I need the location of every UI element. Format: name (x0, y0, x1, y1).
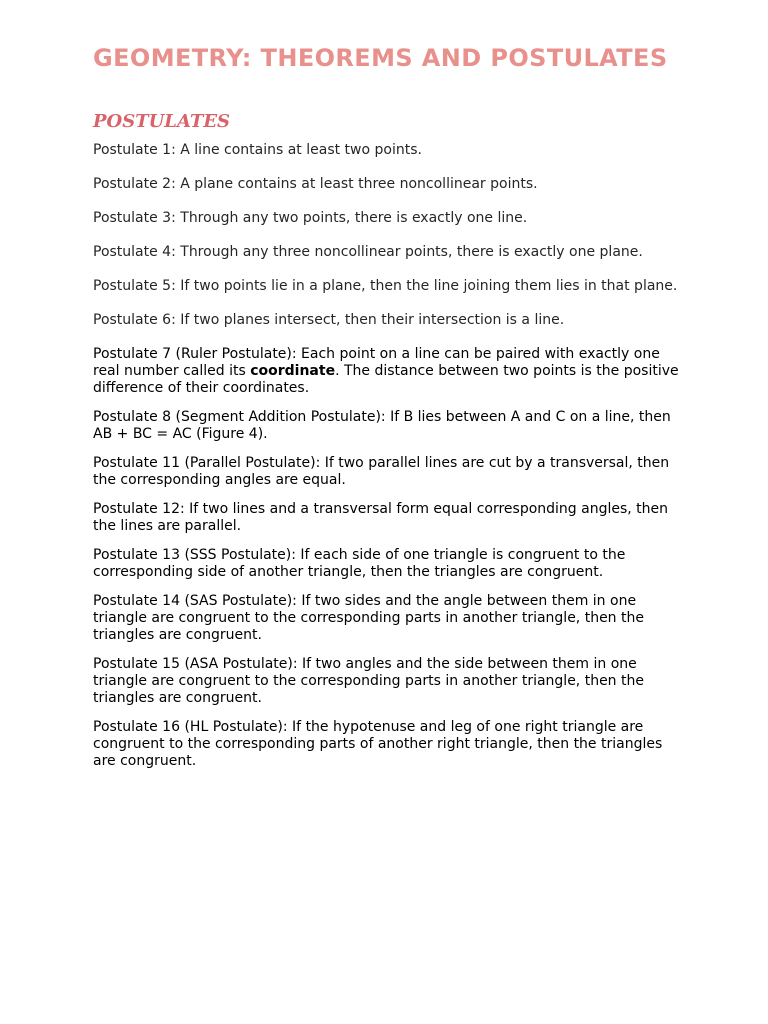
postulate-11: Postulate 11 (Parallel Postulate): If two parallel lines are cut by a transversal, then the corresponding angles are equal. (93, 455, 670, 488)
document-title: GEOMETRY: THEOREMS AND POSTULATES (93, 44, 668, 72)
postulate-5: Postulate 5: If two points lie in a plane, then the line joining them lies in that plane. (93, 278, 678, 294)
postulates-list-b (93, 346, 683, 770)
postulate-14: Postulate 14 (SAS Postulate): If two sides and the angle between them in one triangle are congruent to the corresponding parts in another triangle, then the triangles are congruent. (93, 593, 644, 643)
postulate-3: Postulate 3: Through any two points, there is exactly one line. (93, 210, 528, 226)
postulate-15: Postulate 15 (ASA Postulate): If two angles and the side between them in one triangle are congruent to the corresponding parts in another triangle, then the triangles are congruent. (93, 656, 644, 706)
postulate-7-bold-term: coordinate (250, 363, 336, 379)
postulate-7 (93, 346, 683, 397)
postulate-8: Postulate 8 (Segment Addition Postulate): If B lies between A and C on a line, then AB + BC = AC (Figure 4). (93, 409, 671, 442)
postulate-16: Postulate 16 (HL Postulate): If the hypotenuse and leg of one right triangle are congruent to the corresponding parts of another right triangle, then the triangles are congruent. (93, 719, 663, 769)
postulate-13: Postulate 13 (SSS Postulate): If each side of one triangle is congruent to the corresponding side of another triangle, then the triangles are congruent. (93, 547, 626, 580)
section-heading-postulates: POSTULATES (93, 111, 231, 132)
postulate-6: Postulate 6: If two planes intersect, then their intersection is a line. (93, 312, 565, 328)
postulate-12: Postulate 12: If two lines and a transversal form equal corresponding angles, then the lines are parallel. (93, 501, 669, 534)
postulates-list-a (93, 142, 683, 329)
postulate-4: Postulate 4: Through any three noncollinear points, there is exactly one plane. (93, 244, 643, 260)
postulate-7-text-end: . The distance between two points is the positive difference of their coordinates. (93, 363, 679, 396)
postulate-1: Postulate 1: A line contains at least two points. (93, 142, 422, 158)
postulate-2: Postulate 2: A plane contains at least three noncollinear points. (93, 176, 538, 192)
postulate-7-text-start: Postulate 7 (Ruler Postulate): Each point on a line can be paired with exactly one real number called its (93, 346, 660, 379)
document-content (93, 42, 683, 782)
